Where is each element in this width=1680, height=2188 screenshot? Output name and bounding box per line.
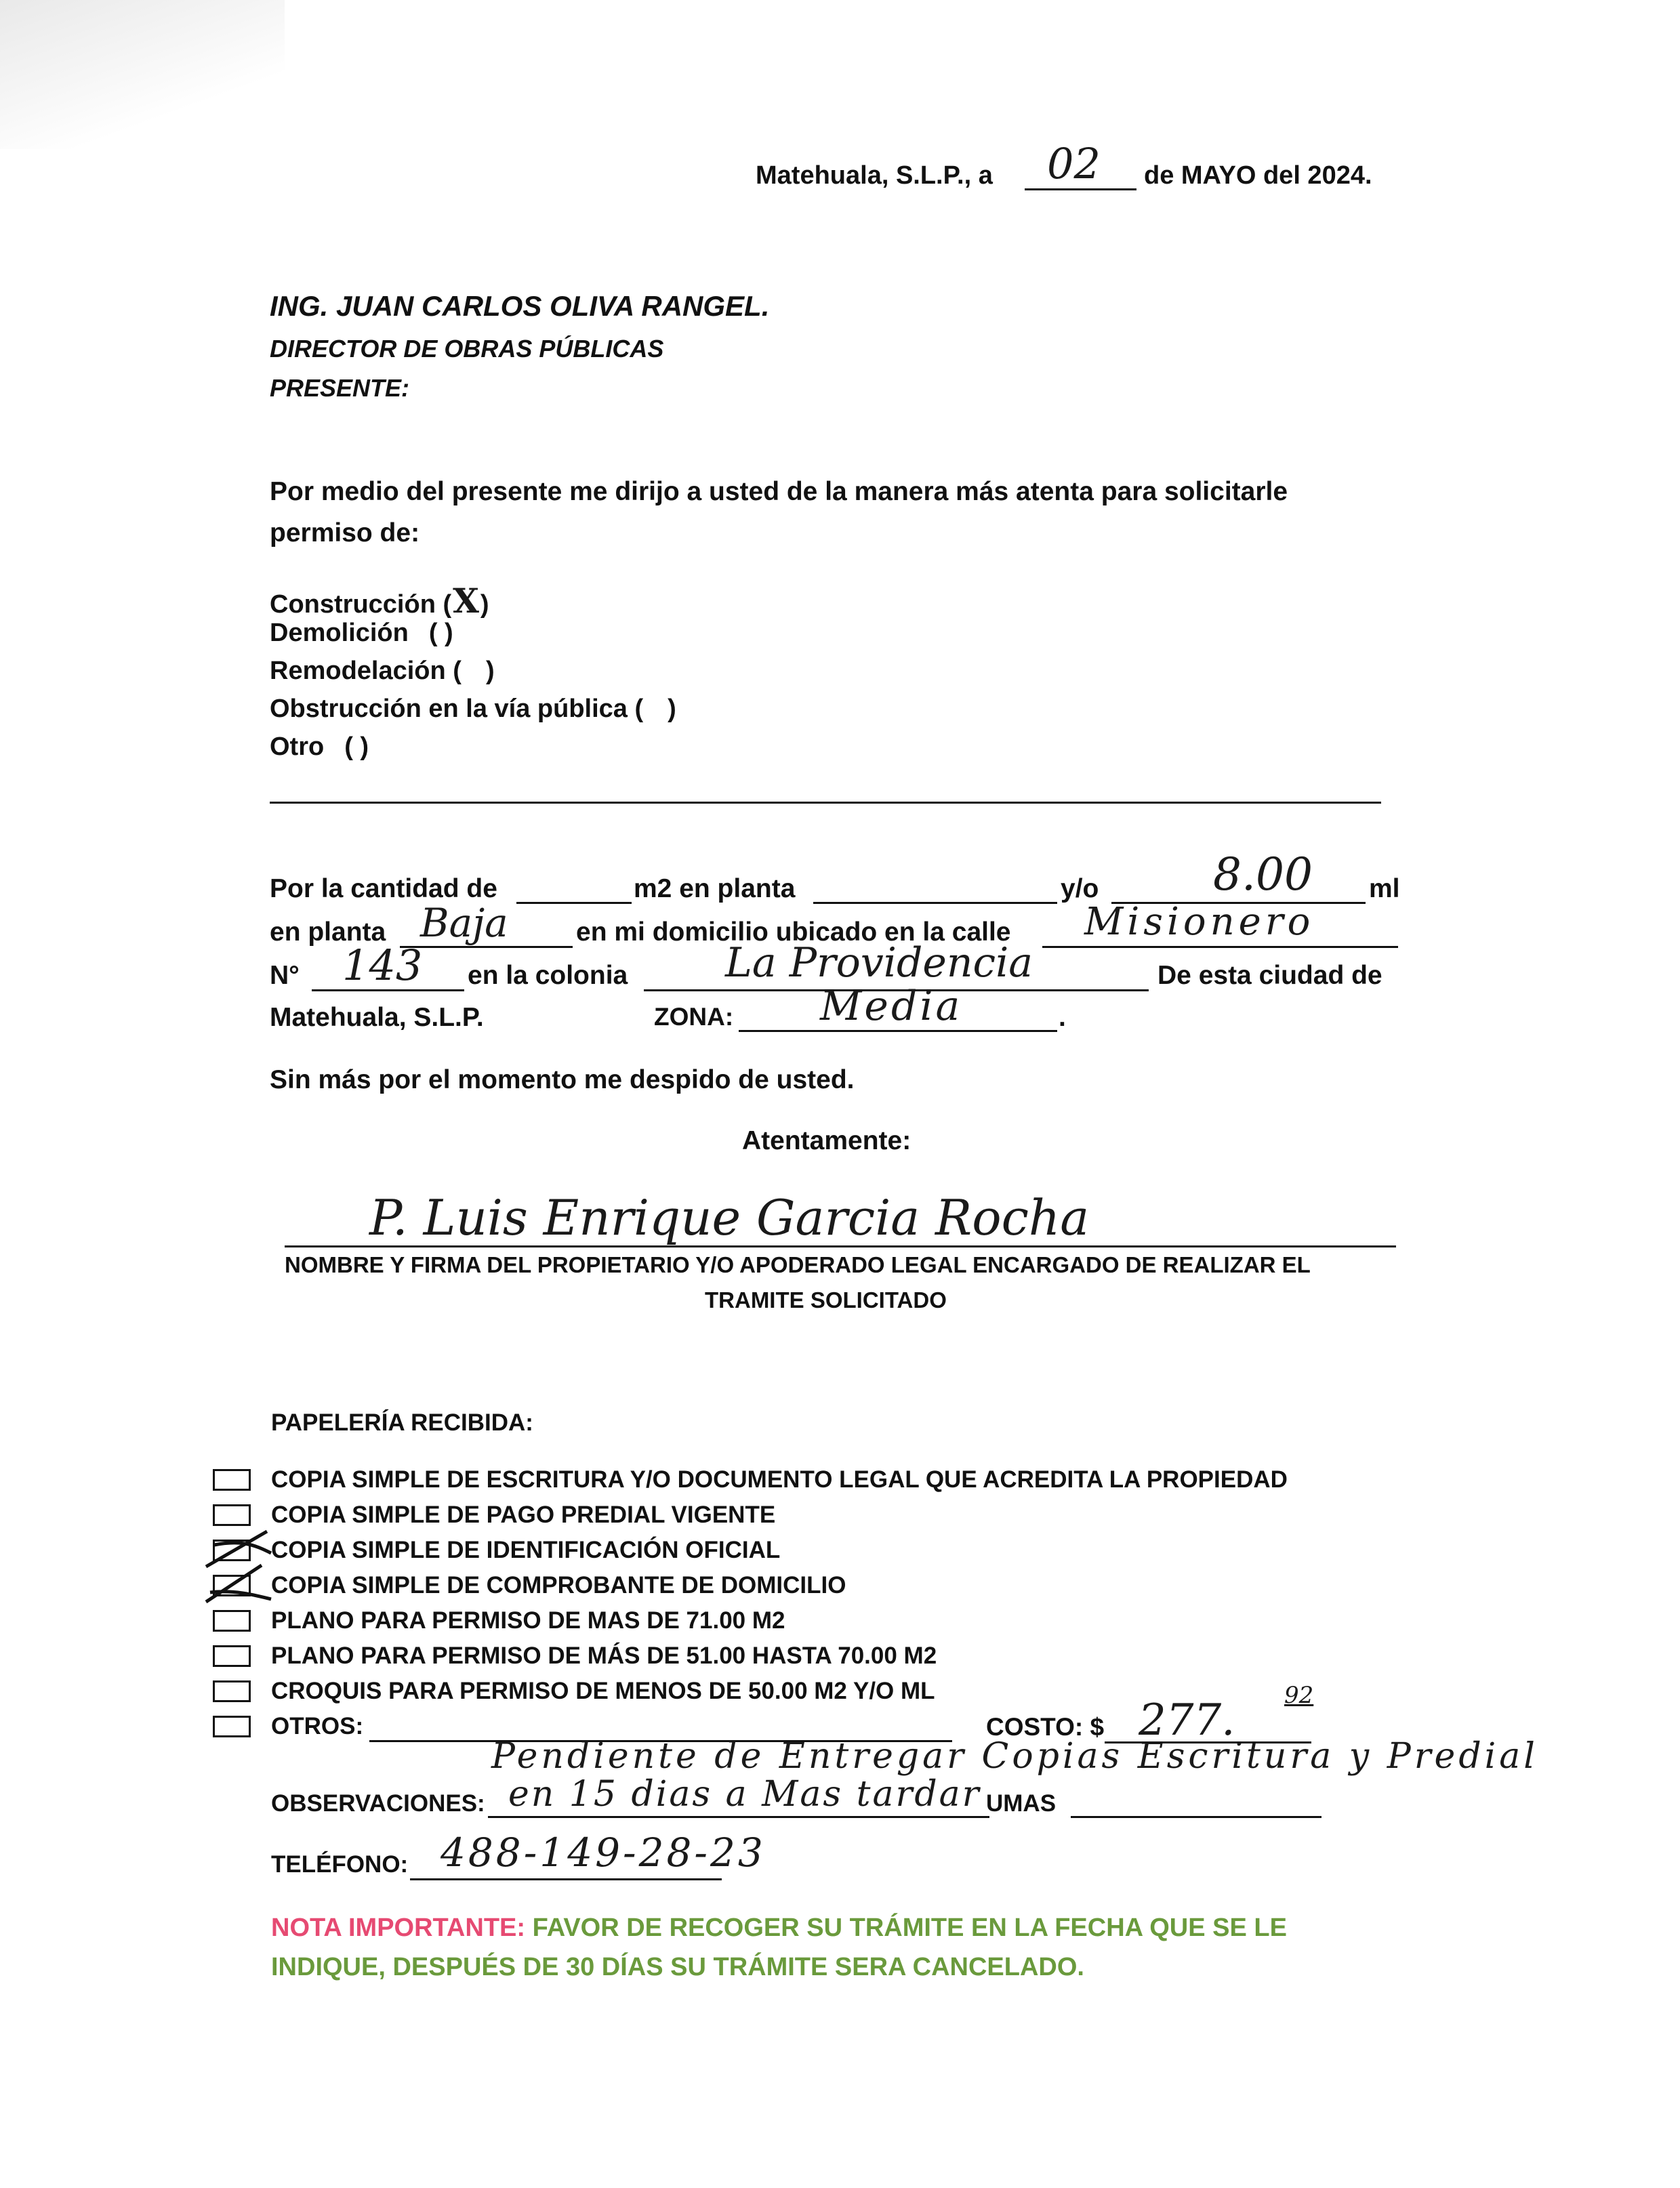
regards-text: Atentamente: [742, 1126, 911, 1155]
cost-cents-handwritten: 92 [1284, 1682, 1314, 1709]
city-label: De esta ciudad de [1157, 961, 1382, 990]
check-mark-domicilio-icon [201, 1560, 275, 1607]
observations-line [488, 1816, 989, 1818]
ml-value-handwritten: 8.00 [1213, 848, 1313, 901]
notice-line-1 [271, 1914, 1287, 1943]
m2-line [813, 902, 1057, 904]
observations-label: OBSERVACIONES: [271, 1790, 485, 1817]
page-fold-shadow [0, 0, 285, 149]
m2-label: m2 en planta [634, 874, 796, 903]
paper-item-plano-51: PLANO PARA PERMISO DE MÁS DE 51.00 HASTA 70.00 M2 [271, 1643, 937, 1669]
paper-item-croquis: CROQUIS PARA PERMISO DE MENOS DE 50.00 M2 Y/O ML [271, 1678, 935, 1704]
recipient-title: DIRECTOR DE OBRAS PÚBLICAS [270, 335, 664, 363]
phone-label: TELÉFONO: [271, 1851, 409, 1878]
number-label: N° [270, 961, 300, 990]
permit-option-otro[interactable]: Otro ( ) [270, 732, 369, 761]
zone-end: . [1059, 1003, 1066, 1032]
observation-note-line-2: en 15 dias a Mas tardar [508, 1774, 981, 1815]
qty-line [516, 902, 632, 904]
recipient-greeting: PRESENTE: [270, 374, 410, 402]
checkbox-escritura[interactable] [213, 1469, 251, 1491]
zone-label: ZONA: [654, 1003, 734, 1031]
paper-item-domicilio: COPIA SIMPLE DE COMPROBANTE DE DOMICILIO [271, 1572, 846, 1598]
recipient-name: ING. JUAN CARLOS OLIVA RANGEL. [270, 290, 770, 322]
umas-label: UMAS [986, 1790, 1057, 1817]
date-suffix: de MAYO del 2024. [1144, 161, 1372, 190]
colonia-value-handwritten: La Providencia [725, 939, 1033, 987]
umas-line [1071, 1816, 1322, 1818]
planta-label: en planta [270, 917, 386, 947]
signature-caption-1: NOMBRE Y FIRMA DEL PROPIETARIO Y/O APODERADO LEGAL ENCARGADO DE REALIZAR EL [285, 1252, 1311, 1277]
checkbox-predial[interactable] [213, 1504, 251, 1526]
colonia-label: en la colonia [468, 961, 628, 990]
signature-caption-2: TRAMITE SOLICITADO [705, 1287, 947, 1313]
signature-line [285, 1245, 1396, 1247]
yo-label: y/o [1061, 874, 1099, 903]
checkbox-plano-71[interactable] [213, 1610, 251, 1632]
observation-note-line-1: Pendiente de Entregar Copias Escritura y Predial [491, 1736, 1538, 1777]
phone-line [410, 1878, 722, 1880]
cost-value-handwritten: 277. [1139, 1695, 1235, 1746]
address-label: en mi domicilio ubicado en la calle [576, 917, 1011, 947]
date-day-line [1025, 188, 1136, 190]
phone-value-handwritten: 488-149-28-23 [441, 1830, 766, 1876]
date-day-handwritten: 02 [1047, 139, 1101, 188]
checkbox-plano-51[interactable] [213, 1645, 251, 1667]
intro-line-2: permiso de: [270, 518, 420, 548]
date-prefix: Matehuala, S.L.P., a [756, 161, 993, 190]
papers-heading: PAPELERÍA RECIBIDA: [271, 1409, 533, 1436]
otro-specify-line [270, 802, 1381, 804]
permit-option-obstruccion[interactable]: Obstrucción en la vía pública ( ) [270, 695, 676, 723]
intro-line-1: Por medio del presente me dirijo a usted de la manera más atenta para solicitarle [270, 477, 1288, 506]
ml-label: ml [1369, 874, 1400, 903]
permit-option-demolicion[interactable]: Demolición ( ) [270, 619, 453, 647]
signature-handwritten: P. Luis Enrique Garcia Rocha [369, 1189, 1090, 1246]
planta-line [400, 946, 573, 948]
permit-mark-construccion: X [453, 581, 479, 621]
street-line [1042, 946, 1398, 948]
zone-line [739, 1030, 1057, 1032]
notice-text-1: FAVOR DE RECOGER SU TRÁMITE EN LA FECHA QUE SE LE [532, 1914, 1287, 1942]
notice-label: NOTA IMPORTANTE: [271, 1914, 526, 1942]
otros-label: OTROS: [271, 1713, 364, 1739]
checkbox-otros[interactable] [213, 1716, 251, 1737]
street-value-handwritten: Misionero [1084, 900, 1315, 944]
checkbox-croquis[interactable] [213, 1680, 251, 1702]
city-line-text: Matehuala, S.L.P. [270, 1003, 484, 1032]
paper-item-predial: COPIA SIMPLE DE PAGO PREDIAL VIGENTE [271, 1502, 776, 1528]
paper-item-identificacion: COPIA SIMPLE DE IDENTIFICACIÓN OFICIAL [271, 1537, 781, 1563]
paper-item-escritura: COPIA SIMPLE DE ESCRITURA Y/O DOCUMENTO LEGAL QUE ACREDITA LA PROPIEDAD [271, 1466, 1288, 1493]
number-value-handwritten: 143 [342, 941, 423, 990]
farewell-text: Sin más por el momento me despido de usted. [270, 1065, 855, 1094]
cost-label: COSTO: $ [986, 1713, 1105, 1741]
notice-text-2: INDIQUE, DESPUÉS DE 30 DÍAS SU TRÁMITE SERA CANCELADO. [271, 1953, 1084, 1981]
planta-value-handwritten: Baja [420, 900, 508, 946]
qty-label: Por la cantidad de [270, 874, 497, 903]
permit-option-remodelacion[interactable]: Remodelación ( ) [270, 657, 495, 685]
zone-value-handwritten: Media [820, 983, 963, 1030]
permit-option-construccion[interactable]: Construcción (X) [270, 581, 489, 621]
paper-item-plano-71: PLANO PARA PERMISO DE MAS DE 71.00 M2 [271, 1607, 785, 1634]
